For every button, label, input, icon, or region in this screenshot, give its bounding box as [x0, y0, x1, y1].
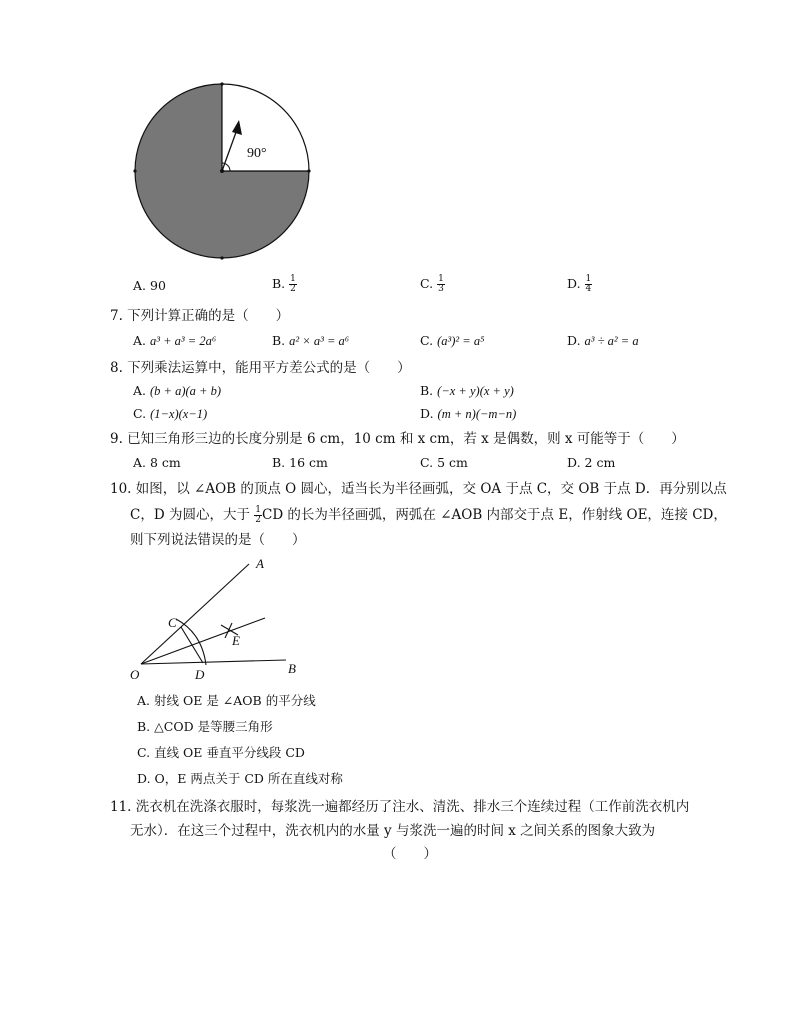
ray-ob — [141, 660, 286, 664]
option-text: △COD 是等腰三角形 — [154, 719, 273, 734]
option-text: 8 cm — [150, 455, 181, 470]
q7-option-d[interactable] — [567, 333, 639, 349]
option-letter: B. — [272, 276, 286, 291]
q6-option-c[interactable] — [420, 275, 445, 294]
edge-dot-top — [220, 82, 223, 85]
option-text: (1−x)(x−1) — [150, 407, 208, 421]
ray-oe — [141, 618, 265, 664]
q11-answer-blank: （ ） — [383, 846, 437, 862]
q9-stem: 9. 已知三角形三边的长度分别是 6 cm，10 cm 和 x cm，若 x 是偶数，则 x 可能等于（ ） — [110, 431, 685, 447]
option-letter: B. — [420, 383, 434, 398]
option-letter: A. — [133, 383, 147, 398]
option-text: (b + a)(a + b) — [150, 384, 222, 398]
option-text: a³ + a³ = 2a⁶ — [150, 334, 217, 348]
edge-dot-right — [307, 169, 310, 172]
option-text: 2 cm — [584, 455, 616, 470]
q9-option-a[interactable] — [133, 455, 181, 471]
q8-stem: 8. 下列乘法运算中，能用平方差公式的是（ ） — [110, 360, 411, 376]
option-fraction — [437, 275, 445, 294]
option-letter: D. — [567, 276, 581, 291]
q9-option-d[interactable] — [567, 455, 615, 471]
option-letter: B. — [137, 719, 151, 734]
option-text: O，E 两点关于 CD 所在直线对称 — [154, 771, 343, 786]
option-text: 射线 OE 是 ∠AOB 的平分线 — [154, 693, 316, 708]
fraction-denominator: 4 — [585, 284, 592, 294]
option-letter: C. — [420, 276, 434, 291]
q7-stem: 7. 下列计算正确的是（ ） — [110, 308, 290, 324]
q10-fraction — [254, 506, 262, 525]
option-letter: B. — [272, 455, 286, 470]
angle-bisector-figure — [128, 553, 308, 683]
option-letter: A. — [133, 333, 147, 348]
q11-stem-line2: 无水）．在这三个过程中，洗衣机内的水量 y 与浆洗一遍的时间 x 之间关系的图象大致为 — [130, 823, 656, 839]
option-letter: C. — [420, 333, 434, 348]
option-text: (a³)² = a⁵ — [437, 334, 485, 348]
fraction-numerator: 1 — [290, 274, 296, 284]
q8-option-c[interactable] — [133, 406, 207, 422]
angle-label: 90° — [247, 146, 267, 161]
q10-option-b[interactable] — [137, 719, 273, 735]
q11-stem-line1: 11. 洗衣机在洗涤衣服时，每浆洗一遍都经历了注水、清洗、排水三个连续过程（工作前洗衣机内 — [110, 799, 690, 815]
q8-option-d[interactable] — [420, 406, 516, 422]
q10-stem-line3: 则下列说法错误的是（ ） — [130, 532, 306, 548]
fraction-numerator: 1 — [255, 505, 261, 515]
q10-line2-post: CD 的长为半径画弧，两弧在 ∠AOB 内部交于点 E，作射线 OE，连接 CD， — [261, 507, 727, 523]
q9-option-b[interactable] — [272, 455, 328, 471]
option-letter: C. — [133, 406, 147, 421]
option-letter: D. — [420, 406, 434, 421]
q7-option-a[interactable] — [133, 333, 216, 349]
q7-option-c[interactable] — [420, 333, 484, 349]
option-letter: D. — [567, 333, 581, 348]
option-text: 5 cm — [437, 455, 468, 470]
pie-chart-figure — [128, 80, 318, 265]
label-c: C — [168, 615, 177, 630]
q6-option-b[interactable] — [272, 275, 297, 294]
q10-option-c[interactable] — [137, 745, 305, 761]
edge-dot-left — [133, 169, 136, 172]
q8-option-b[interactable] — [420, 383, 514, 399]
q10-option-a[interactable] — [137, 693, 316, 709]
option-text: a³ ÷ a² = a — [584, 334, 639, 348]
option-letter: C. — [137, 745, 151, 760]
option-fraction — [289, 275, 297, 294]
option-letter: A. — [137, 693, 151, 708]
option-text: (−x + y)(x + y) — [437, 384, 514, 398]
option-letter: D. — [137, 771, 151, 786]
fraction-numerator: 1 — [585, 274, 592, 284]
option-letter: D. — [567, 455, 581, 470]
q10-stem-line2 — [130, 506, 727, 525]
q6-option-a[interactable] — [133, 278, 166, 294]
option-text: a² × a³ = a⁶ — [289, 334, 350, 348]
q10-line2-pre: C，D 为圆心，大于 — [130, 507, 250, 523]
option-letter: A. — [133, 455, 147, 470]
option-text: 直线 OE 垂直平分线段 CD — [154, 745, 305, 760]
edge-dot-bottom — [220, 256, 223, 259]
option-text: 90 — [150, 278, 166, 293]
label-d: D — [195, 667, 205, 682]
label-o: O — [130, 667, 140, 682]
label-b: B — [288, 661, 296, 676]
q7-option-b[interactable] — [272, 333, 349, 349]
q10-option-d[interactable] — [137, 771, 343, 787]
option-text: (m + n)(−m−n) — [437, 407, 517, 421]
q6-option-d[interactable] — [567, 275, 592, 294]
fraction-denominator: 2 — [255, 515, 261, 525]
option-fraction — [585, 275, 593, 294]
q8-option-a[interactable] — [133, 383, 221, 399]
q10-stem-line1: 10. 如图，以 ∠AOB 的顶点 O 圆心，适当长为半径画弧，交 OA 于点 C，交 OB 于点 D．再分别以点 — [110, 481, 727, 497]
fraction-numerator: 1 — [438, 274, 444, 284]
q9-option-c[interactable] — [420, 455, 468, 471]
option-letter: B. — [272, 333, 286, 348]
label-e: E — [232, 633, 240, 648]
option-letter: A. — [133, 278, 147, 293]
fraction-denominator: 3 — [438, 284, 444, 294]
fraction-denominator: 2 — [290, 284, 296, 294]
option-letter: C. — [420, 455, 434, 470]
option-text: 16 cm — [289, 455, 328, 470]
label-a: A — [256, 556, 264, 571]
